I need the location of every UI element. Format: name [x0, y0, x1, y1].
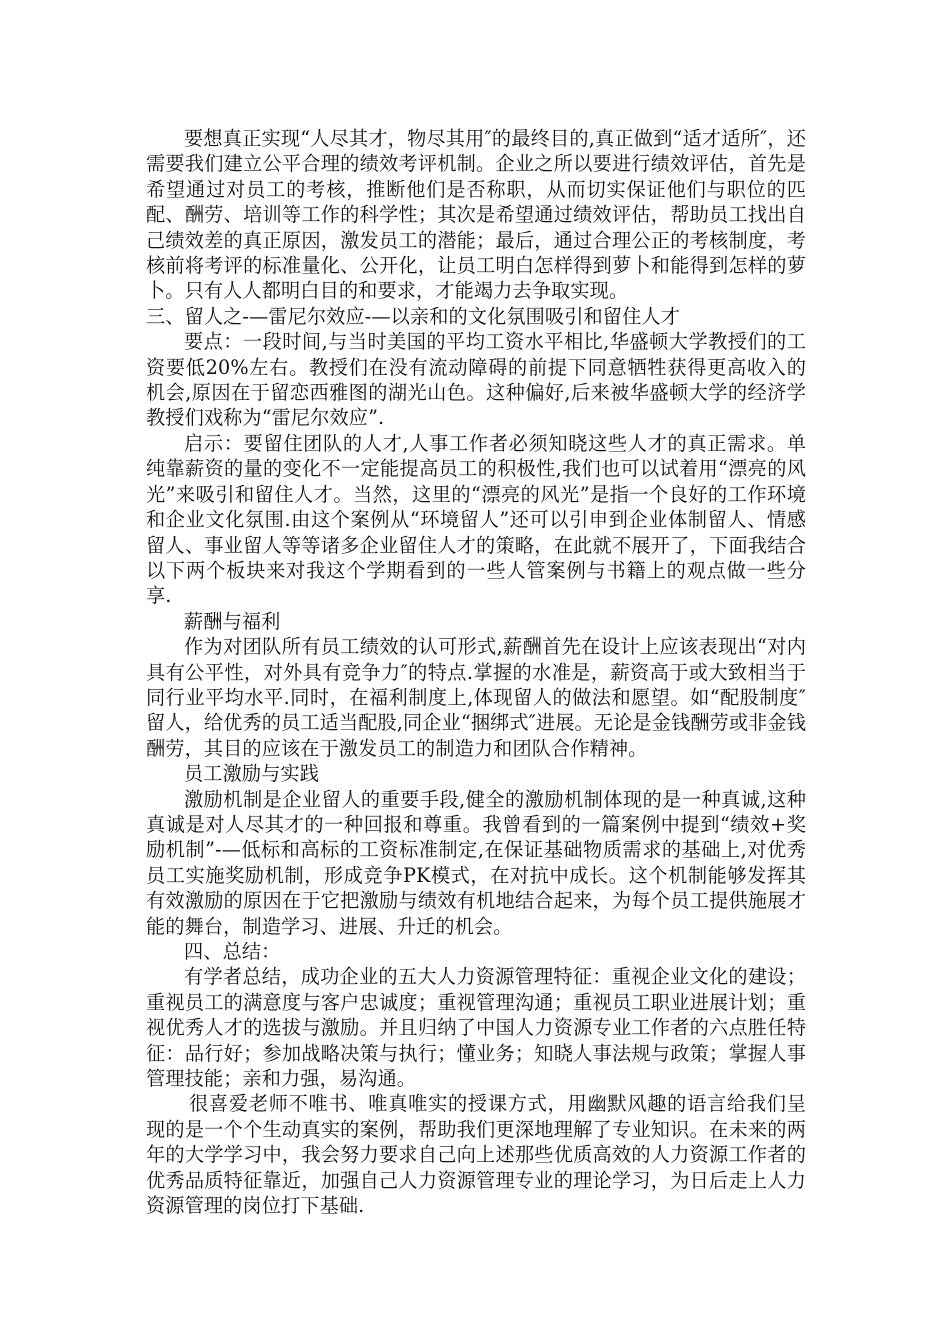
- paragraph-key-points: 要点：一段时间,与当时美国的平均工资水平相比,华盛顿大学教授们的工资要低20%左右。教授们在没有流动障碍的前提下同意牺牲获得更高收入的机会,原因在于留恋西雅图的湖光山色。这种偏好,后来被华盛顿大学的经济学教授们戏称为“雷尼尔效应”.: [146, 330, 806, 430]
- subheading-summary: 四、总结：: [184, 940, 281, 963]
- section-heading-3: 三、留人之-—雷尼尔效应-—以亲和的文化氛围吸引和留住人才: [146, 304, 680, 328]
- paragraph-conclusion: 很喜爱老师不唯书、唯真唯实的授课方式，用幽默风趣的语言给我们呈现的是一个个生动真实的案例，帮助我们更深地理解了专业知识。在未来的两年的大学学习中，我会努力要求自己向上述那些优质高效的人力资源工作者的优秀品质特征靠近，加强自己人力资源管理专业的理论学习，为日后走上人力资源管理的岗位打下基础.: [146, 1092, 806, 1218]
- paragraph-compensation: 作为对团队所有员工绩效的认可形式,薪酬首先在设计上应该表现出“对内具有公平性，对外具有竞争力″的特点.掌握的水准是，薪资高于或大致相当于同行业平均水平.同时，在福利制度上,体现留人的做法和愿望。如“配股制度″留人，给优秀的员工适当配股,同企业“捆绑式″进展。无论是金钱酬劳或非金钱酬劳，其目的应该在于激发员工的制造力和团队合作精神。: [146, 635, 806, 760]
- document-page: [146, 126, 806, 1218]
- paragraph-insight: 启示：要留住团队的人才,人事工作者必须知晓这些人才的真正需求。单纯靠薪资的量的变化不一定能提高员工的积极性,我们也可以试着用“漂亮的风光”来吸引和留住人才。当然，这里的“漂亮的风光”是指一个良好的工作环境和企业文化氛围.由这个案例从“环境留人”还可以引申到企业体制留人、情感留人、事业留人等等诸多企业留住人才的策略，在此就不展开了，下面我结合以下两个板块来对我这个学期看到的一些人管案例与书籍上的观点做一些分享.: [146, 431, 806, 608]
- subheading-compensation: 薪酬与福利: [184, 609, 281, 633]
- subheading-incentive: 员工激励与实践: [184, 762, 320, 786]
- paragraph-summary: 有学者总结，成功企业的五大人力资源管理特征：重视企业文化的建设；重视员工的满意度与客户忠诚度；重视管理沟通；重视员工职业进展计划；重视优秀人才的选拔与激励。并且归纳了中国人力资源专业工作者的六点胜任特征：品行好；参加战略决策与执行；懂业务；知晓人事法规与政策；掌握人事管理技能；亲和力强，易沟通。: [146, 965, 806, 1091]
- paragraph-performance-evaluation: 要想真正实现“人尽其才，物尽其用″的最终目的,真正做到“适才适所″，还需要我们建立公平合理的绩效考评机制。企业之所以要进行绩效评估，首先是希望通过对员工的考核，推断他们是否称职，从而切实保证他们与职位的匹配、酬劳、培训等工作的科学性；其次是希望通过绩效评估，帮助员工找出自己绩效差的真正原因，激发员工的潜能；最后，通过合理公正的考核制度，考核前将考评的标准量化、公开化，让员工明白怎样得到萝卜和能得到怎样的萝卜。只有人人都明白目的和要求，才能竭力去争取实现。: [146, 127, 806, 303]
- paragraph-incentive: 激励机制是企业留人的重要手段,健全的激励机制体现的是一种真诚,这种真诚是对人尽其才的一种回报和尊重。我曾看到的一篇案例中提到“绩效+奖励机制”-—低标和高标的工资标准制定,在保证基础物质需求的基础上,对优秀员工实施奖励机制，形成竞争PK模式，在对抗中成长。这个机制能够发挥其有效激励的原因在于它把激励与绩效有机地结合起来，为每个员工提供施展才能的舞台，制造学习、进展、升迁的机会。: [146, 787, 806, 938]
